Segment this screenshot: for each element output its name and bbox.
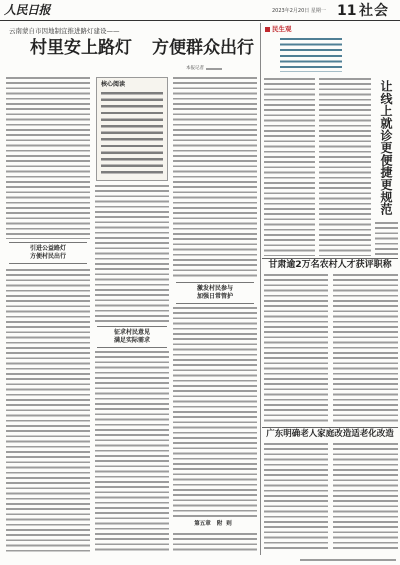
byline-label: 本报记者 bbox=[186, 66, 204, 71]
brief-2-headline: 广东明确老人家庭改造适老化改造 bbox=[266, 429, 394, 439]
lead-article-text-col1-bottom bbox=[6, 269, 90, 552]
brief-1-text-col-a bbox=[264, 274, 328, 424]
chapter-title: 附则 bbox=[216, 521, 236, 527]
lead-article-text-col2-top bbox=[95, 185, 169, 323]
lead-article-headline bbox=[30, 40, 254, 57]
lead-article-text-col1-top bbox=[6, 77, 90, 239]
core-reading-text bbox=[101, 92, 163, 178]
brief-2-top-rule bbox=[262, 427, 398, 428]
chapter-number: 第五章 bbox=[194, 521, 211, 527]
brief-1-text-col-b bbox=[333, 274, 398, 424]
subhead-3-line-1: 激发村民参与 bbox=[196, 285, 233, 292]
lead-article-text-col3-bottom bbox=[173, 533, 257, 552]
subhead-2-line-1: 征求村民意见 bbox=[113, 329, 150, 336]
masthead-rule bbox=[0, 20, 400, 21]
commentary-headline: 让线上就诊更便捷更规范 bbox=[379, 80, 393, 216]
core-reading-title: 核心阅读 bbox=[101, 81, 126, 88]
commentary-column-name: 民生观 bbox=[272, 25, 292, 33]
lead-article-text-col2-bottom bbox=[95, 351, 169, 552]
commentary-text-col-b bbox=[319, 78, 371, 256]
brief-2-text-col-b bbox=[333, 443, 398, 552]
subhead-2-line-2: 满足实际需求 bbox=[113, 337, 150, 344]
subhead-3 bbox=[176, 282, 254, 304]
subhead-1-line-2: 方便村民出行 bbox=[29, 253, 66, 260]
headline-part-2: 方便群众出行 bbox=[152, 38, 254, 58]
issue-date: 2023年2月20日 星期一 bbox=[272, 8, 326, 14]
chapter-heading bbox=[173, 522, 257, 528]
commentary-text-col-a bbox=[264, 78, 315, 256]
page-editor-credits bbox=[300, 559, 396, 562]
subhead-2 bbox=[97, 326, 167, 348]
page-number: 11 bbox=[337, 3, 357, 19]
section-name: 社会 bbox=[359, 3, 389, 19]
lead-article-kicker: 云南蒙自市因地制宜推进路灯建设—— bbox=[9, 27, 120, 35]
byline-name-text bbox=[206, 68, 222, 71]
brief-1-headline: 甘肃逾2万名农村人才获评职称 bbox=[268, 260, 392, 270]
column-divider bbox=[260, 23, 261, 555]
core-reading-box bbox=[96, 77, 168, 181]
subhead-3-line-2: 加强日常管护 bbox=[196, 293, 233, 300]
masthead-logo: 人民日报 bbox=[4, 3, 51, 17]
subhead-1 bbox=[9, 242, 87, 264]
commentary-text-col-c bbox=[375, 222, 398, 256]
square-bullet-icon bbox=[265, 27, 270, 32]
lead-article-text-col3-top bbox=[173, 77, 257, 279]
brief-2-text-col-a bbox=[264, 443, 328, 552]
headline-part-1: 村里安上路灯 bbox=[30, 38, 132, 58]
subhead-1-line-1: 引进公益路灯 bbox=[29, 245, 66, 252]
commentary-intro-text bbox=[280, 38, 342, 72]
lead-article-text-col3-middle bbox=[173, 307, 257, 519]
brief-1-top-rule bbox=[262, 258, 398, 259]
